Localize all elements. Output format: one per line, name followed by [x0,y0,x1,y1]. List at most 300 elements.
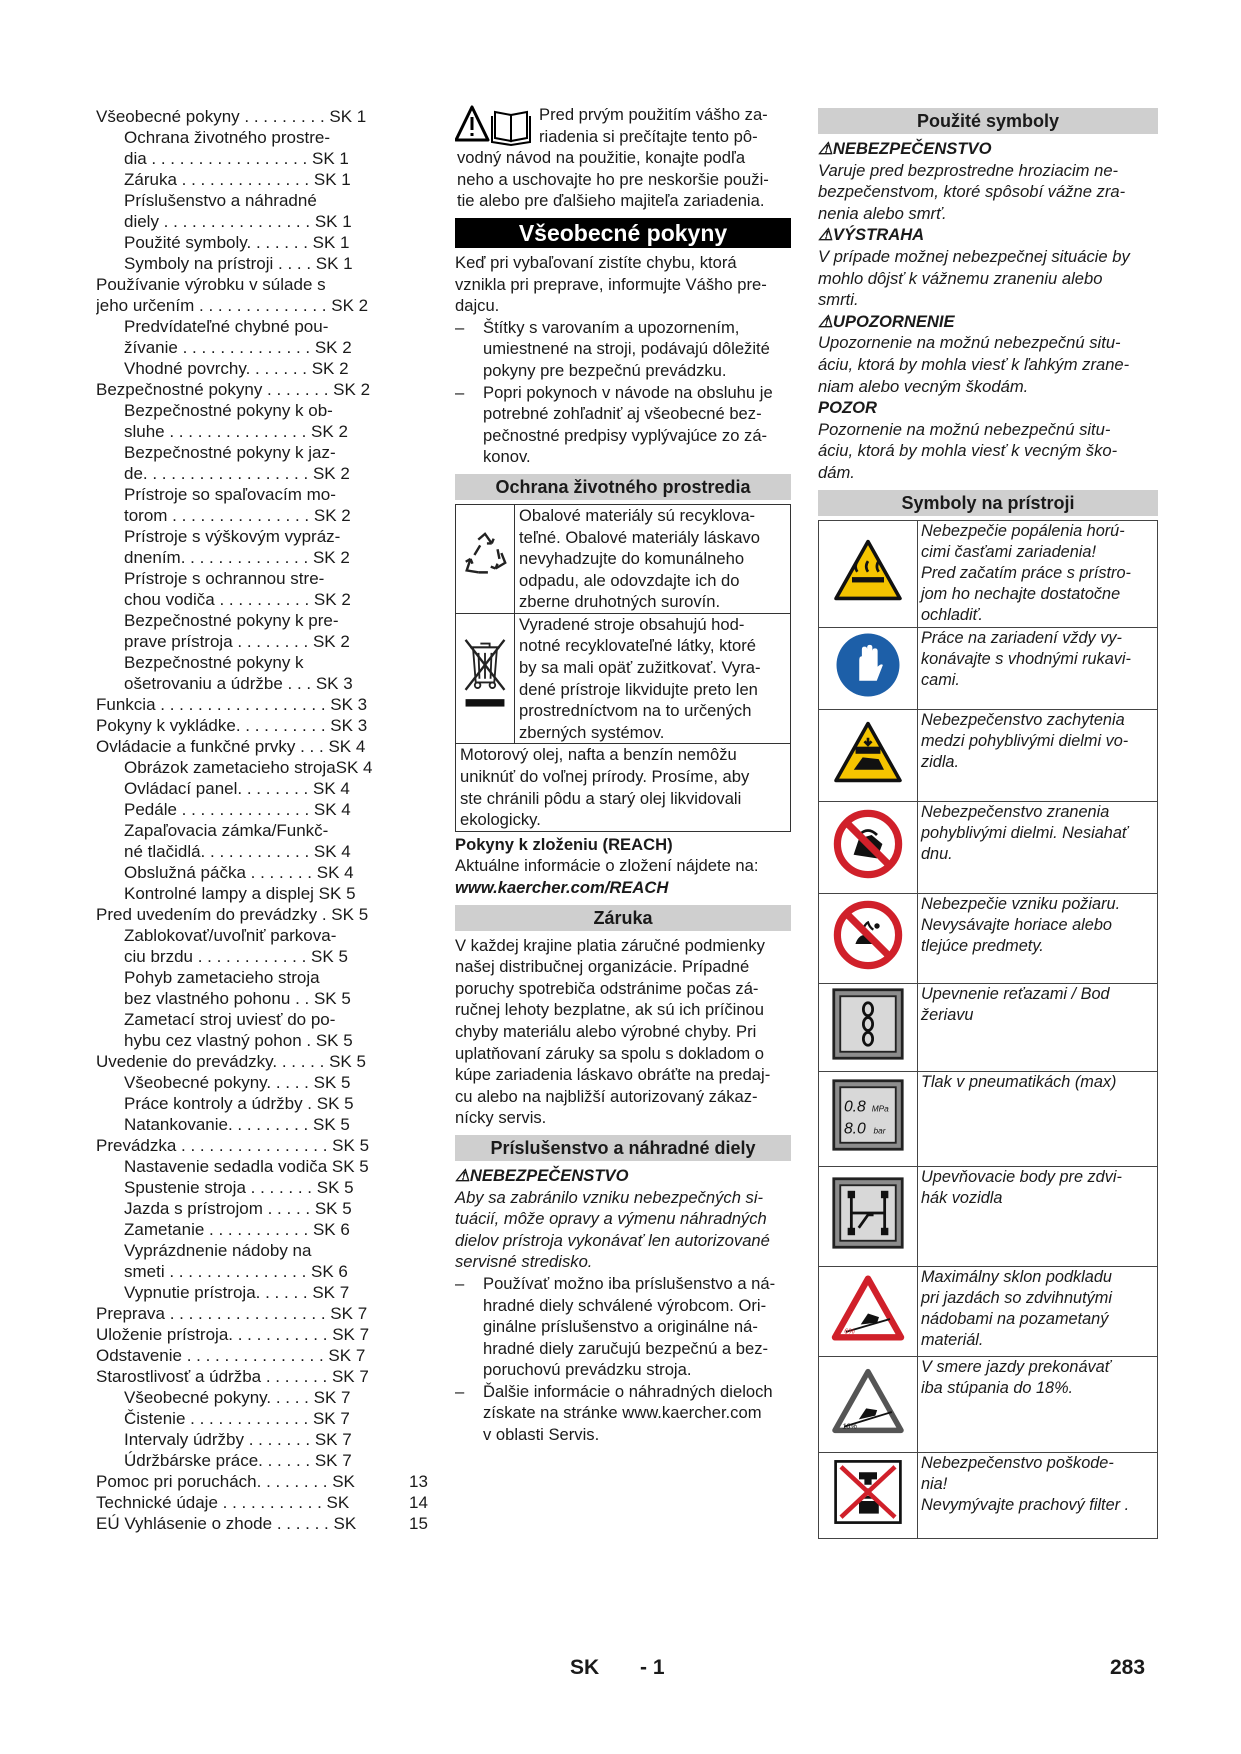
toc-entry-text: Čistenie . . . . . . . . . . . . . SK 7 [124,1409,350,1428]
toc-entry[interactable] [96,1303,431,1324]
toc-entry-text: ciu brzdu . . . . . . . . . . . . SK 5 [124,947,348,966]
toc-entry[interactable] [96,799,431,820]
reach-text: Aktuálne informácie o zložení nájdete na: [455,856,759,876]
section-title-device-symbols: Symboly na prístroji [818,490,1158,516]
text-line: vznikla pri preprave, informujte Vášho pre- [455,274,767,294]
table-of-contents [96,106,431,1534]
accessories-danger-text [455,1187,791,1273]
toc-entry[interactable] [96,1366,431,1387]
text-line: bezpečenstvom, ktoré spôsobí vážne zra- [818,182,1126,202]
toc-entry[interactable] [96,358,431,379]
symbol-description [918,709,1158,801]
symbol-row [819,1452,1158,1538]
text-line: Tlak v pneumatikách (max) [921,1072,1117,1091]
text-line: pohyblivými dielmi. Nesiahať [921,823,1128,842]
toc-entry-text: Obslužná páčka . . . . . . . SK 4 [124,863,354,882]
environment-oil-text [456,744,791,831]
toc-entry[interactable] [96,169,431,190]
hot-surface-warning-icon [819,520,918,627]
toc-entry[interactable] [96,1198,431,1219]
warning-triangle-icon: ⚠ [818,139,833,158]
reach-link[interactable]: www.kaercher.com/REACH [455,878,669,897]
toc-entry[interactable] [96,253,431,274]
text-line: Ďalšie informácie o náhradných dieloch [483,1381,773,1401]
symbol-description [918,1071,1158,1166]
page-footer [0,1656,1241,1686]
toc-entry-text: Zametací stroj uviesť do po- [124,1010,336,1029]
device-symbols-table [818,520,1158,1539]
text-line: zberne druhotných surovín. [519,592,721,612]
text-line: dielov prístroja vykonávať len autorizované [455,1230,770,1250]
toc-entry-text: smeti . . . . . . . . . . . . . . . SK 6 [124,1262,348,1281]
toc-entry-text: žívanie . . . . . . . . . . . . . . SK 2 [124,338,352,357]
toc-entry[interactable] [96,904,431,925]
toc-entry[interactable] [96,883,431,904]
toc-entry-text: hybu cez vlastný pohon . SK 5 [124,1031,353,1050]
toc-entry-text: Prevádzka . . . . . . . . . . . . . . . . SK 5 [96,1136,370,1155]
text-line: cu alebo na najbližší autorizovaný zákaz- [455,1086,758,1106]
symbol-description [918,627,1158,709]
text-line: nenia alebo smrť. [818,203,947,223]
text-line: Používať možno iba príslušenstvo a ná- [483,1273,776,1293]
text-line: neho a uschovajte ho pre neskoršie použi- [457,169,769,189]
text-line: Pred začatím práce s prístro- [921,563,1131,582]
toc-entry-text: Technické údaje . . . . . . . . . . . SK [96,1493,350,1512]
recycling-icon [456,504,515,613]
text-line: ochladiť. [921,606,983,625]
toc-entry[interactable] [96,610,431,631]
symbol-row [819,1071,1158,1166]
text-line: teľné. Obalové materiály láskavo [519,527,760,547]
toc-entry[interactable] [96,1114,431,1135]
toc-entry-text: Uloženie prístroja. . . . . . . . . . . SK 7 [96,1325,370,1344]
text-line: získate na stránke www.kaercher.com [483,1403,762,1423]
toc-entry-text: Vypnutie prístroja. . . . . . SK 7 [124,1283,350,1302]
text-line: V prípade možnej nebezpečnej situácie by [818,246,1130,266]
middle-column [455,104,791,1446]
text-line: smrti. [818,290,859,310]
text-line: medzi pohyblivými dielmi vo- [921,731,1129,750]
text-line: Práce na zariadení vždy vy- [921,628,1122,647]
symbol-description [918,983,1158,1071]
toc-entry-text: dia . . . . . . . . . . . . . . . . . SK 1 [124,149,349,168]
toc-entry-text: ošetrovaniu a údržbe . . . SK 3 [124,674,353,693]
toc-entry[interactable] [96,1345,431,1366]
warning-triangle-icon: ⚠ [818,225,833,245]
section-title-environment: Ochrana životného prostredia [455,474,791,500]
max-incline-icon [819,1356,918,1452]
toc-entry-text: Prístroje s výškovým vypráz- [124,527,341,546]
toc-entry-text: sluhe . . . . . . . . . . . . . . . SK 2 [124,422,348,441]
toc-entry-text: Odstavenie . . . . . . . . . . . . . . . SK 7 [96,1346,366,1365]
text-line: dené prístroje likvidujte preto len [519,679,758,699]
toc-entry[interactable] [96,925,431,946]
toc-entry-text: Používanie výrobku v súlade s [96,275,326,294]
toc-entry[interactable] [96,1135,431,1156]
symbol-description [918,1166,1158,1266]
toc-page-number: 15 [409,1514,428,1533]
toc-entry[interactable] [96,631,431,652]
svg-text:bar: bar [873,1125,886,1136]
environment-packaging-text [515,504,791,613]
toc-entry[interactable] [96,442,431,463]
toc-entry-text: Ovládací panel. . . . . . . . SK 4 [124,779,350,798]
attention-heading: POZOR [818,398,878,418]
accessories-bullet-1: – Používať možno iba príslušenstvo a ná- hradné diely schválené výrobcom. Ori- ginálne príslušenstvo a originálne ná- hradné diely zaručujú bezpečnú a bez- poruchovú prevádzku stroja. [455,1273,791,1381]
text-line: Pozornenie na možnú nebezpečnú situ- [818,419,1111,439]
toc-entry-text: bez vlastného pohonu . . SK 5 [124,989,351,1008]
toc-entry-text: Pokyny k vykládke. . . . . . . . . . SK 3 [96,716,368,735]
toc-entry[interactable] [96,715,431,736]
text-line: servisné stredisko. [455,1252,593,1272]
environment-disposal-text [515,613,791,744]
toc-entry[interactable] [96,1261,431,1282]
warning-heading: ⚠VÝSTRAHA [818,225,925,245]
toc-entry[interactable] [96,1408,431,1429]
toc-entry-text: EÚ Vyhlásenie o zhode . . . . . . SK [96,1514,357,1533]
toc-entry-text: diely . . . . . . . . . . . . . . . . SK 1 [124,212,352,231]
toc-entry[interactable] [96,1219,431,1240]
reach-title: Pokyny k zloženiu (REACH) [455,834,673,854]
toc-entry-text: Obrázok zametacieho strojaSK 4 [124,758,373,777]
toc-entry[interactable] [96,1429,431,1450]
toc-entry[interactable] [96,127,431,148]
svg-text:6%: 6% [844,1326,855,1336]
no-touch-moving-parts-icon [819,801,918,893]
toc-entry-text: Záruka . . . . . . . . . . . . . . SK 1 [124,170,351,189]
text-line: Nebezpečie popálenia horú- [921,521,1125,540]
toc-entry-text: Vyprázdnenie nádoby na [124,1241,312,1260]
text-line: Nevymývajte prachový filter . [921,1495,1130,1514]
toc-entry[interactable] [96,1282,431,1303]
text-line: ručnej lehoty bezplatne, ak sú ich príčinou [455,1000,765,1020]
toc-entry[interactable] [96,1492,431,1513]
text-line: Upevňovacie body pre zdvi- [921,1167,1122,1186]
toc-entry-text: Funkcia . . . . . . . . . . . . . . . . . . SK 3 [96,695,368,714]
text-line: Aby sa zabránilo vzniku nebezpečných si- [455,1187,764,1207]
toc-entry-text: Kontrolné lampy a displej SK 5 [124,884,356,903]
jack-points-icon [819,1166,918,1266]
toc-entry-text: Príslušenstvo a náhradné [124,191,317,210]
symbol-row [819,1166,1158,1266]
environment-table [455,504,791,832]
symbol-description [918,1452,1158,1538]
text-line: Nebezpečie vzniku požiaru. [921,894,1121,913]
symbol-description [918,893,1158,983]
toc-entry[interactable] [96,1513,431,1534]
danger-heading: ⚠NEBEZPEČENSTVO [818,139,992,158]
toc-entry[interactable] [96,1009,431,1030]
accessories-danger-heading: ⚠NEBEZPEČENSTVO [455,1165,629,1185]
warning-triangle-icon: ⚠ [818,311,833,331]
toc-entry[interactable] [96,379,431,400]
text-line: V každej krajine platia záručné podmienky [455,935,765,955]
toc-entry-text: Ochrana životného prostre- [124,128,330,147]
text-line: uplatňovaní záruky sa spolu s dokladom o [455,1043,765,1063]
toc-entry-text: Natankovanie. . . . . . . . . SK 5 [124,1115,350,1134]
text-line: Pred prvým použitím vášho za- [539,105,768,124]
toc-entry[interactable] [96,1093,431,1114]
toc-entry[interactable] [96,778,431,799]
text-line: zberných systémov. [519,722,665,742]
toc-entry-text: torom . . . . . . . . . . . . . . . SK 2 [124,506,351,525]
toc-entry[interactable] [96,862,431,883]
text-line: Obalové materiály sú recyklova- [519,505,756,525]
toc-entry[interactable] [96,547,431,568]
text-line: v oblasti Servis. [483,1425,600,1445]
footer-page-number: 283 [1110,1656,1146,1679]
symbol-row [819,520,1158,627]
symbol-description [918,801,1158,893]
svg-text:0.8: 0.8 [843,1098,866,1116]
toc-entry-text: dnením. . . . . . . . . . . . . . SK 2 [124,548,350,567]
text-line: uniknúť do voľnej prírody. Prosíme, aby [460,767,750,787]
toc-entry[interactable] [96,1240,431,1261]
crossed-bin-icon [456,613,515,744]
text-line: Vyradené stroje obsahujú hod- [519,614,745,634]
text-line: by sa mali opäť zužitkovať. Vyra- [519,658,761,678]
toc-entry-text: Ovládacie a funkčné prvky . . . SK 4 [96,737,366,756]
text-line: Popri pokynoch v návode na obsluhu je [483,382,773,402]
attention-text [818,419,1158,484]
symbol-row [819,801,1158,893]
toc-entry[interactable] [96,211,431,232]
toc-entry[interactable] [96,148,431,169]
toc-entry[interactable] [96,337,431,358]
text-line: V smere jazdy prekonávať [921,1357,1111,1376]
symbol-description [918,1266,1158,1356]
toc-entry-text: Pedále . . . . . . . . . . . . . . SK 4 [124,800,351,819]
text-line: umiestnené na stroji, podávajú dôležité [483,339,770,359]
text-line: cami. [921,670,960,689]
toc-entry-text: Zablokovať/uvoľniť parkova- [124,926,337,945]
text-line: zidla. [921,752,960,771]
text-line: áciu, ktorá by mohla viesť k ľahkým zrane- [818,354,1130,374]
svg-text:18%: 18% [842,1421,858,1431]
toc-entry[interactable] [96,232,431,253]
text-line: materiál. [921,1331,984,1350]
toc-entry-text: Všeobecné pokyny . . . . . . . . . SK 1 [96,107,367,126]
symbol-row [819,627,1158,709]
toc-entry[interactable] [96,988,431,1009]
text-line: konov. [483,447,531,467]
right-column [818,108,1158,1539]
toc-entry-text: Bezpečnostné pokyny k jaz- [124,443,336,462]
toc-entry-text: Pred uvedením do prevádzky . SK 5 [96,905,369,924]
symbol-row [819,709,1158,801]
toc-entry[interactable] [96,400,431,421]
text-line: cimi časťami zariadenia! [921,542,1096,561]
toc-entry-text: Starostlivosť a údržba . . . . . . . SK 7 [96,1367,369,1386]
text-line: jom ho nechajte dostatočne [921,585,1121,604]
text-line: Nebezpečenstvo zachytenia [921,710,1125,729]
intro-block [455,104,791,212]
text-line: tie alebo pre ďalšieho majiteľa zariadenia. [457,191,765,211]
text-line: Nebezpečenstvo poškode- [921,1453,1114,1472]
no-burning-objects-icon [819,893,918,983]
text-line: nevyhadzujte do komunálneho [519,549,745,569]
caution-text [818,332,1158,397]
text-line: konávajte s vhodnými rukavi- [921,649,1131,668]
section-title-general: Všeobecné pokyny [455,218,791,248]
chain-crane-point-icon [819,983,918,1071]
toc-entry-text: Symboly na prístroji . . . . SK 1 [124,254,353,273]
toc-entry[interactable] [96,484,431,505]
text-line: pokyny pre bezpečnú prevádzku. [483,360,727,380]
text-line: Upozornenie na možnú nebezpečnú situ- [818,333,1121,353]
text-line: Motorový olej, nafta a benzín nemôžu [460,745,737,765]
symbol-row [819,983,1158,1071]
toc-entry-text: Pomoc pri poruchách. . . . . . . . SK [96,1472,355,1491]
toc-entry-text: de. . . . . . . . . . . . . . . . . . SK 2 [124,464,350,483]
toc-entry[interactable] [96,1471,431,1492]
toc-entry[interactable] [96,820,431,841]
toc-entry[interactable] [96,946,431,967]
text-line: dám. [818,462,855,482]
toc-entry-text: Údržbárske práce. . . . . . SK 7 [124,1451,352,1470]
text-line: mohlo dôjsť k vážnemu zraneniu alebo [818,268,1103,288]
hand-crush-warning-icon [819,709,918,801]
toc-entry-text: Bezpečnostné pokyny . . . . . . . SK 2 [96,380,371,399]
toc-entry-text: Jazda s prístrojom . . . . . SK 5 [124,1199,352,1218]
text-line: potrebné zohľadniť aj všeobecné bez- [483,404,762,424]
text-line: pečnostné predpisy vyplývajúce zo zá- [483,425,768,445]
section-title-warranty: Záruka [455,905,791,931]
toc-entry-text: Preprava . . . . . . . . . . . . . . . . . SK 7 [96,1304,368,1323]
toc-entry[interactable] [96,274,431,295]
toc-entry[interactable] [96,1177,431,1198]
toc-entry[interactable] [96,1387,431,1408]
text-line: tlejúce predmety. [921,936,1044,955]
warning-triangle-icon: ⚠ [455,1165,470,1185]
toc-entry-text: Všeobecné pokyny. . . . . SK 5 [124,1073,351,1092]
toc-entry[interactable] [96,421,431,442]
toc-entry[interactable] [96,589,431,610]
text-line: nícky servis. [455,1108,547,1128]
text-line: Varuje pred bezprostredne hroziacim ne- [818,160,1119,180]
accessories-bullet-2: – Ďalšie informácie o náhradných dieloch získate na stránke www.kaercher.com v oblasti Servis. [455,1381,791,1446]
warning-text [818,246,1158,311]
toc-entry[interactable] [96,652,431,673]
text-line: tuácií, môže opravy a výmenu náhradných [455,1209,767,1229]
symbol-description [918,520,1158,627]
text-line: chyby materiálu alebo výrobné chyby. Pri [455,1021,757,1041]
symbol-row [819,893,1158,983]
toc-entry-text: Zametanie . . . . . . . . . . . SK 6 [124,1220,350,1239]
text-line: Upevnenie reťazami / Bod [921,984,1110,1003]
toc-entry-text: Prístroje so spaľovacím mo- [124,485,336,504]
max-slope-raised-bin-icon [819,1266,918,1356]
toc-page-number: 13 [409,1472,428,1491]
toc-entry-text: jeho určením . . . . . . . . . . . . . . SK 2 [96,296,369,315]
toc-entry-text: prave prístroja . . . . . . . . SK 2 [124,632,350,651]
text-line: hradné diely zaručujú bezpečnú a bez- [483,1338,769,1358]
text-line: žeriavu [921,1005,974,1024]
text-line: niam alebo vecným škodám. [818,376,1029,396]
toc-entry-text: Bezpečnostné pokyny k ob- [124,401,333,420]
toc-entry-text: Prístroje s ochrannou stre- [124,569,325,588]
toc-entry[interactable] [96,295,431,316]
toc-entry[interactable] [96,967,431,988]
toc-entry-text: Vhodné povrchy. . . . . . . SK 2 [124,359,349,378]
general-bullet-2: – Popri pokynoch v návode na obsluhu je potrebné zohľadniť aj všeobecné bez- pečnostné predpisy vyplývajúce zo zá- konov. [455,382,791,468]
section-title-used-symbols: Použité symboly [818,108,1158,134]
text-line: dajcu. [455,296,500,316]
toc-entry-text: Intervaly údržby . . . . . . . SK 7 [124,1430,352,1449]
toc-entry-text: Pohyb zametacieho stroja [124,968,320,987]
toc-entry[interactable] [96,526,431,547]
toc-entry[interactable] [96,841,431,862]
toc-entry[interactable] [96,1072,431,1093]
toc-entry[interactable] [96,673,431,694]
toc-entry-text: Spustenie stroja . . . . . . . SK 5 [124,1178,354,1197]
symbol-row [819,1356,1158,1452]
wear-gloves-icon [819,627,918,709]
toc-entry-text: Predvídateľné chybné pou- [124,317,329,336]
text-line: ginálne príslušenstvo a originálne ná- [483,1317,758,1337]
toc-entry-text: Všeobecné pokyny. . . . . SK 7 [124,1388,351,1407]
toc-entry[interactable] [96,106,431,127]
footer-local-page: - 1 [640,1656,665,1679]
symbol-description [918,1356,1158,1452]
general-bullet-1: – Štítky s varovaním a upozornením, umiestnené na stroji, podávajú dôležité pokyny pre bezpečnú prevádzku. [455,317,791,382]
toc-entry[interactable] [96,505,431,526]
toc-entry[interactable] [96,1156,431,1177]
toc-entry[interactable] [96,694,431,715]
toc-entry[interactable] [96,568,431,589]
text-line: našej distribučnej organizácie. Prípadné [455,957,750,977]
toc-entry[interactable] [96,463,431,484]
toc-entry[interactable] [96,1051,431,1072]
text-line: Maximálny sklon podkladu [921,1267,1112,1286]
footer-language: SK [570,1656,600,1679]
svg-text:8.0: 8.0 [843,1120,866,1138]
toc-entry-text: chou vodiča . . . . . . . . . . SK 2 [124,590,351,609]
text-line: riadenia si prečítajte tento pô- [539,126,758,146]
text-line: ekologicky. [460,810,541,830]
toc-entry[interactable] [96,316,431,337]
toc-entry-text: Bezpečnostné pokyny k pre- [124,611,339,630]
text-line: nádobami na pozametaný [921,1309,1109,1328]
text-line: nia! [921,1474,948,1493]
toc-entry-text: Zapaľovacia zámka/Funkč- [124,821,329,840]
text-line: prostredníctvom na to určených [519,701,752,721]
warranty-text [455,935,791,1129]
toc-entry-text: Práce kontroly a údržby . SK 5 [124,1094,354,1113]
text-line: Nebezpečenstvo zranenia [921,802,1110,821]
text-line: poruchovú prevádzku stroja. [483,1360,692,1380]
text-line: iba stúpania do 18%. [921,1378,1074,1397]
text-line: Keď pri vybaľovaní zistíte chybu, ktorá [455,252,737,272]
symbol-row [819,1266,1158,1356]
general-text [455,252,791,317]
danger-text [818,160,1158,225]
toc-entry-text: né tlačidlá. . . . . . . . . . . . SK 4 [124,842,351,861]
tyre-pressure-icon [819,1071,918,1166]
text-line: odpadu, ale odovzdajte ich do [519,570,740,590]
toc-entry-text: Použité symboly. . . . . . . SK 1 [124,233,350,252]
text-line: poruchy spotrebiča odstránime počas zá- [455,978,759,998]
text-line: notné recyklovateľné látky, ktoré [519,636,756,656]
read-manual-warning-icon [455,104,535,146]
toc-entry[interactable] [96,190,431,211]
text-line: hradné diely schválené výrobcom. Ori- [483,1295,767,1315]
toc-entry[interactable] [96,757,431,778]
toc-entry[interactable] [96,1324,431,1345]
toc-entry[interactable] [96,736,431,757]
toc-entry[interactable] [96,1030,431,1051]
toc-entry[interactable] [96,1450,431,1471]
